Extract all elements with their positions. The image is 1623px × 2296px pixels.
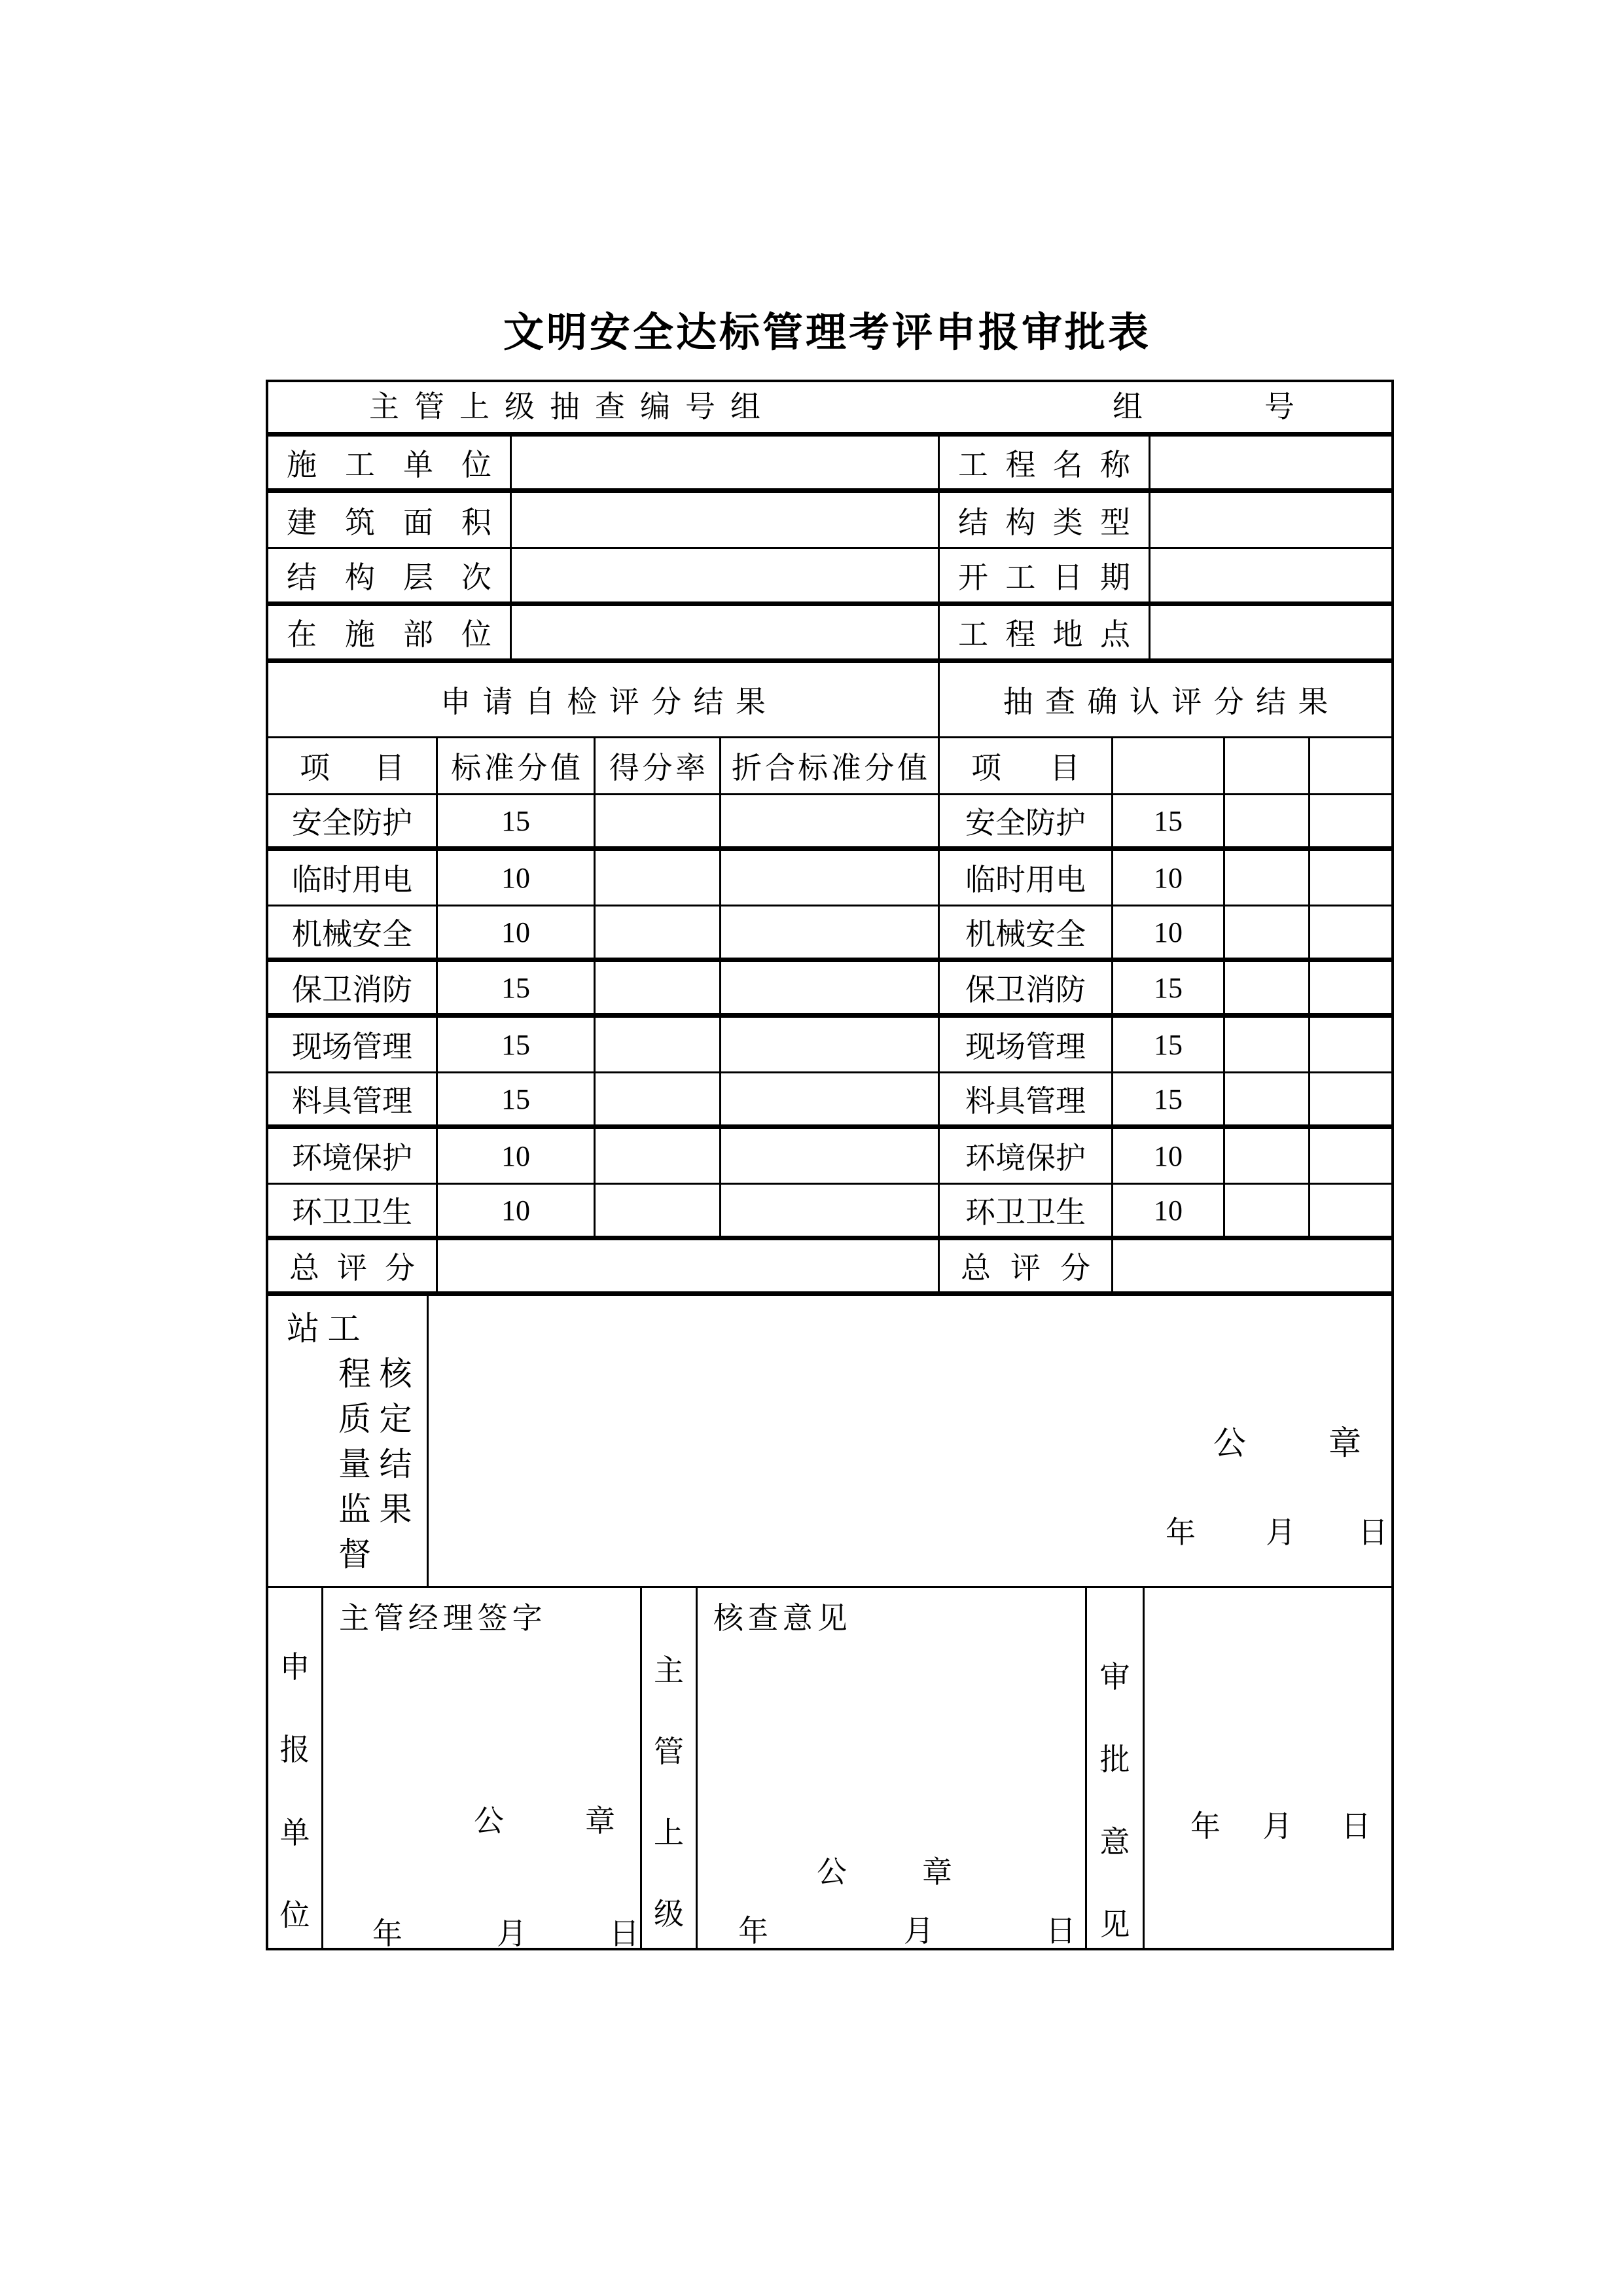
score-empty-cell — [1225, 962, 1310, 1018]
score-rate-cell — [596, 1129, 721, 1185]
score-item-right: 临时用电 — [940, 851, 1113, 906]
date-line — [1166, 1509, 1388, 1552]
total-score-label-right: 总评分 — [940, 1240, 1113, 1296]
construction-unit-value-cell — [512, 437, 940, 493]
score-rate-cell — [596, 906, 721, 962]
score-item-right: 机械安全 — [940, 906, 1113, 962]
seal-char-zhang: 章 — [1329, 1425, 1361, 1462]
spot-check-section-header: 抽查确认评分结果 — [940, 663, 1391, 738]
supervision-verdict-cell — [429, 1296, 1391, 1588]
col-header-item-left: 项目 — [268, 738, 438, 795]
score-standard-right: 10 — [1113, 851, 1225, 906]
col-header-empty-1 — [1113, 738, 1225, 795]
col-header-empty-2 — [1225, 738, 1310, 795]
score-rate-cell — [596, 795, 721, 851]
official-seal-placeholder: 公 章 — [474, 1804, 615, 1838]
declaring-unit-label: 申 报 单 位 — [268, 1588, 323, 1948]
total-score-value-left — [438, 1240, 940, 1296]
score-item-left: 料具管理 — [268, 1073, 438, 1129]
score-standard-right: 15 — [1113, 1073, 1225, 1129]
score-grid — [268, 738, 1391, 1296]
score-standard-right: 10 — [1113, 906, 1225, 962]
start-date-value-cell — [1150, 549, 1391, 606]
score-item-left: 现场管理 — [268, 1018, 438, 1073]
day-char: 日 — [1358, 1516, 1388, 1549]
score-standard-left: 15 — [438, 795, 596, 851]
check-opinion-cell — [698, 1588, 1087, 1948]
manager-signature-cell — [323, 1588, 642, 1948]
score-converted-cell — [721, 906, 940, 962]
self-check-section-header: 申请自检评分结果 — [268, 663, 940, 738]
project-location-value-cell — [1150, 606, 1391, 663]
col-header-standard: 标准分值 — [438, 738, 596, 795]
score-empty-cell — [1225, 851, 1310, 906]
construction-unit-label: 施工单位 — [268, 437, 512, 493]
date-line: 年 月 日 — [1190, 1810, 1371, 1843]
score-empty-cell — [1310, 1073, 1391, 1129]
score-item-left: 临时用电 — [268, 851, 438, 906]
score-converted-cell — [721, 962, 940, 1018]
score-rate-cell — [596, 1018, 721, 1073]
building-area-label: 建筑面积 — [268, 493, 512, 549]
score-empty-cell — [1310, 851, 1391, 906]
year-char: 年 — [1166, 1516, 1196, 1549]
score-item-left: 保卫消防 — [268, 962, 438, 1018]
score-empty-cell — [1310, 1185, 1391, 1240]
structure-storeys-label: 结构层次 — [268, 549, 512, 606]
superior-authority-label: 主 管 上 级 — [642, 1588, 698, 1948]
score-item-left: 环卫卫生 — [268, 1185, 438, 1240]
current-part-label: 在施部位 — [268, 606, 512, 663]
score-item-right: 现场管理 — [940, 1018, 1113, 1073]
score-rate-cell — [596, 962, 721, 1018]
structure-type-label: 结构类型 — [940, 493, 1150, 549]
seal-char-gong: 公 — [1213, 1425, 1246, 1462]
score-rate-cell — [596, 1185, 721, 1240]
date-line: 年 月 日 — [372, 1917, 639, 1950]
score-item-right: 环卫卫生 — [940, 1185, 1113, 1240]
structure-type-value-cell — [1150, 493, 1391, 549]
approval-section — [268, 1588, 1391, 1948]
page-title: 文明安全达标管理考评申报审批表 — [503, 311, 1151, 355]
form-table — [266, 380, 1394, 1950]
check-opinion-label: 核查意见 — [713, 1602, 852, 1635]
score-standard-left: 10 — [438, 906, 596, 962]
score-empty-cell — [1310, 795, 1391, 851]
start-date-label: 开工日期 — [940, 549, 1150, 606]
project-name-value-cell — [1150, 437, 1391, 493]
project-location-label: 工程地点 — [940, 606, 1150, 663]
manager-signature-label: 主管经理签字 — [339, 1602, 547, 1635]
supervision-label-line: 监 果 — [338, 1491, 412, 1528]
score-standard-right: 10 — [1113, 1185, 1225, 1240]
score-empty-cell — [1225, 795, 1310, 851]
approval-opinion-cell — [1145, 1588, 1391, 1948]
score-empty-cell — [1225, 1185, 1310, 1240]
score-item-right: 安全防护 — [940, 795, 1113, 851]
score-converted-cell — [721, 1018, 940, 1073]
col-header-item-right: 项目 — [940, 738, 1113, 795]
current-part-value-cell — [512, 606, 940, 663]
supervision-label-line: 质 定 — [338, 1401, 412, 1437]
score-empty-cell — [1310, 906, 1391, 962]
group-char: 组 — [1113, 390, 1143, 423]
score-converted-cell — [721, 795, 940, 851]
score-empty-cell — [1310, 1129, 1391, 1185]
score-standard-right: 15 — [1113, 962, 1225, 1018]
building-area-value-cell — [512, 493, 940, 549]
score-empty-cell — [1310, 962, 1391, 1018]
score-converted-cell — [721, 1185, 940, 1240]
supervision-station-label — [268, 1296, 429, 1588]
score-empty-cell — [1225, 1073, 1310, 1129]
score-converted-cell — [721, 1129, 940, 1185]
score-standard-right: 15 — [1113, 1018, 1225, 1073]
score-converted-cell — [721, 1073, 940, 1129]
score-rate-cell — [596, 1073, 721, 1129]
supervision-label-line: 程 核 — [338, 1355, 412, 1392]
score-standard-right: 10 — [1113, 1129, 1225, 1185]
score-item-right: 料具管理 — [940, 1073, 1113, 1129]
col-header-converted: 折合标准分值 — [721, 738, 940, 795]
score-item-left: 环境保护 — [268, 1129, 438, 1185]
approval-opinion-label: 审 批 意 见 — [1087, 1588, 1145, 1948]
official-seal-placeholder: 公 章 — [817, 1856, 952, 1889]
score-item-left: 机械安全 — [268, 906, 438, 962]
structure-storeys-value-cell — [512, 549, 940, 606]
score-item-right: 保卫消防 — [940, 962, 1113, 1018]
month-char: 月 — [1266, 1516, 1296, 1549]
col-header-empty-3 — [1310, 738, 1391, 795]
score-standard-left: 10 — [438, 1129, 596, 1185]
col-header-rate: 得分率 — [596, 738, 721, 795]
score-item-left: 安全防护 — [268, 795, 438, 851]
project-name-label: 工程名称 — [940, 437, 1150, 493]
total-score-value-right — [1113, 1240, 1391, 1296]
score-empty-cell — [1225, 1129, 1310, 1185]
score-standard-left: 10 — [438, 851, 596, 906]
score-converted-cell — [721, 851, 940, 906]
score-item-right: 环境保护 — [940, 1129, 1113, 1185]
score-rate-cell — [596, 851, 721, 906]
project-info-grid — [268, 437, 1391, 663]
score-standard-left: 10 — [438, 1185, 596, 1240]
number-char: 号 — [1264, 390, 1294, 423]
supervision-station-row — [268, 1296, 1391, 1588]
total-score-label-left: 总评分 — [268, 1240, 438, 1296]
inspection-number-label: 主管上级抽查编号组 — [369, 390, 776, 423]
supervision-label-line: 站 工 — [287, 1310, 361, 1347]
inspection-number-row — [268, 382, 1391, 437]
section-header-row — [268, 663, 1391, 738]
supervision-label-line: 量 结 — [338, 1446, 412, 1482]
score-empty-cell — [1225, 906, 1310, 962]
score-empty-cell — [1310, 1018, 1391, 1073]
score-standard-left: 15 — [438, 1073, 596, 1129]
score-standard-left: 15 — [438, 1018, 596, 1073]
supervision-label-line: 督 — [338, 1536, 371, 1573]
score-empty-cell — [1225, 1018, 1310, 1073]
score-standard-left: 15 — [438, 962, 596, 1018]
official-seal-placeholder — [1213, 1417, 1361, 1464]
date-line: 年 月 日 — [738, 1914, 1076, 1948]
score-standard-right: 15 — [1113, 795, 1225, 851]
